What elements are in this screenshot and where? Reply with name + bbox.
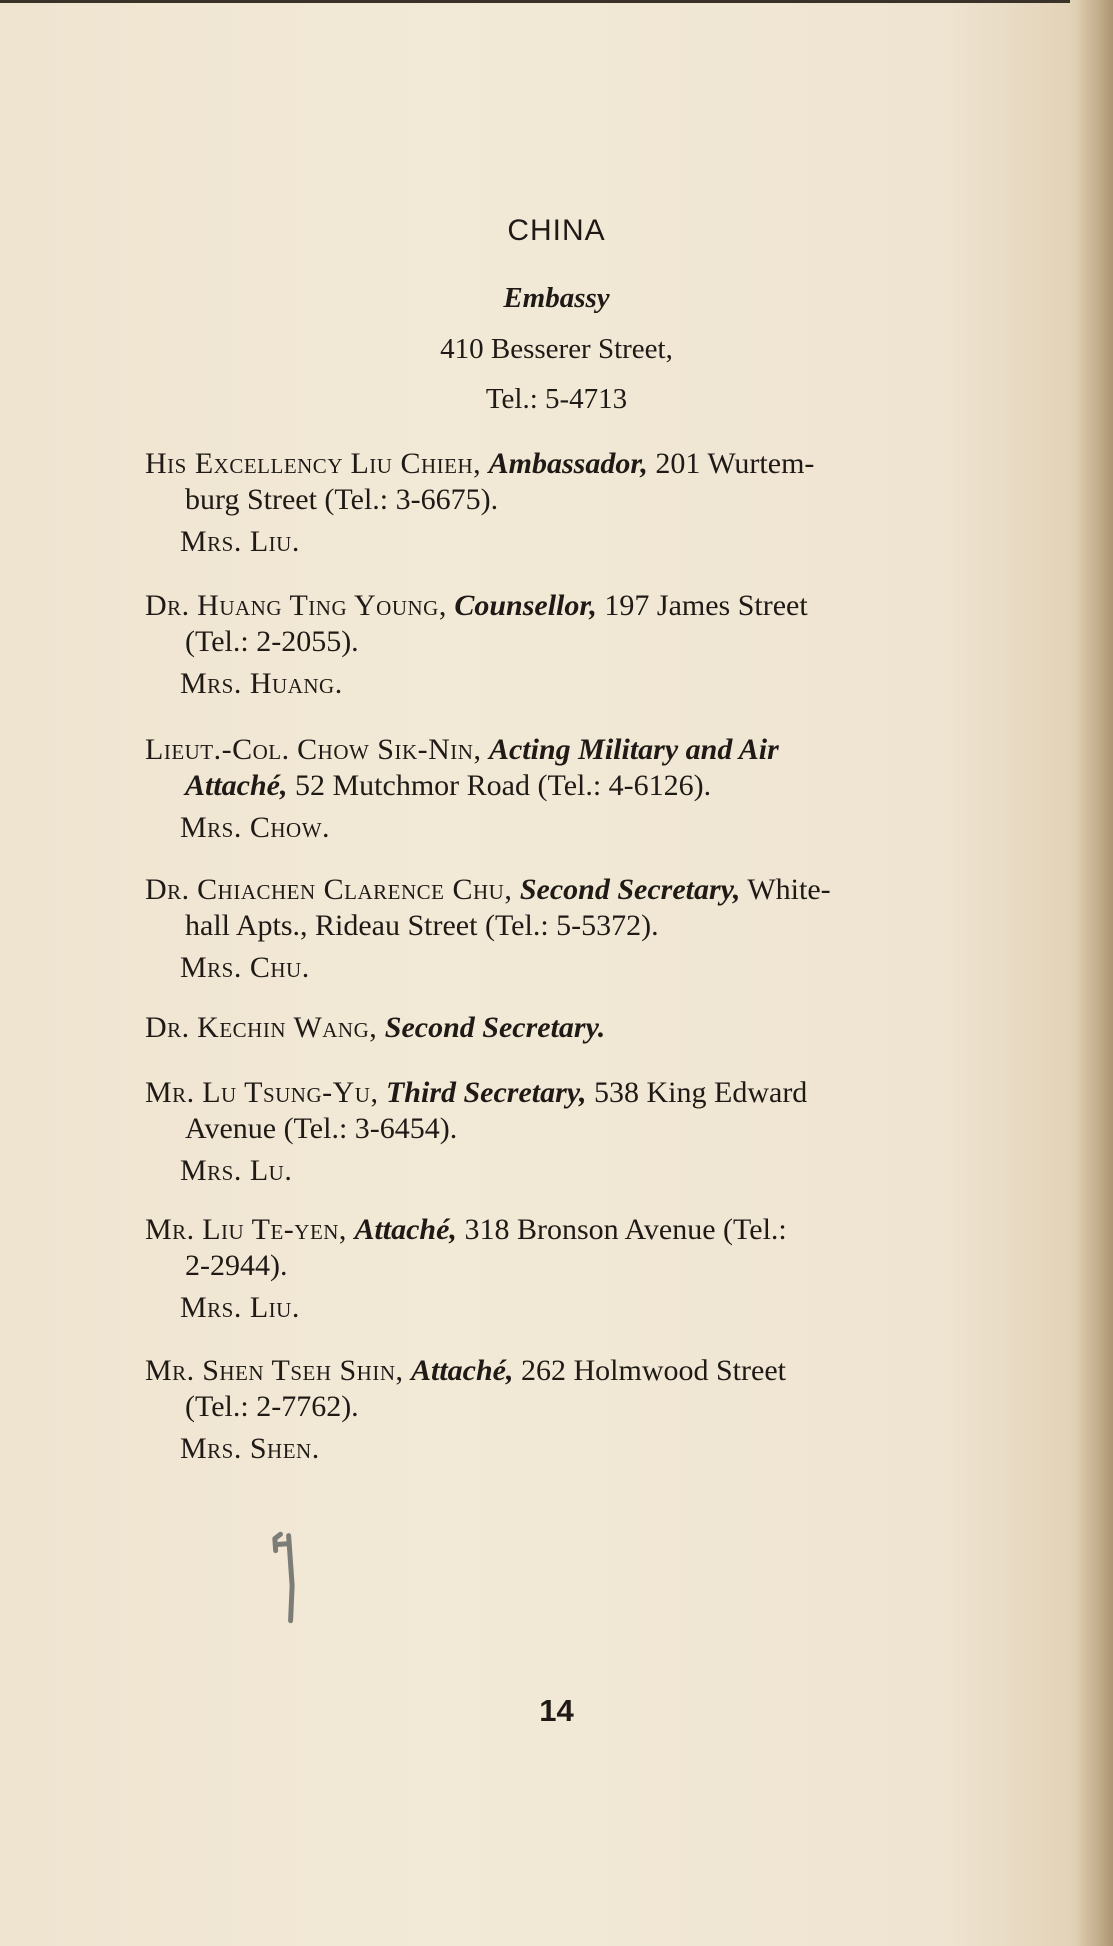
entry-title: Dr. xyxy=(145,873,190,906)
entry-name: Kechin Wang, xyxy=(197,1011,378,1044)
entry-address-start: White- xyxy=(747,873,831,906)
entry-name: Liu Te-yen, xyxy=(202,1213,347,1246)
directory-entry xyxy=(145,732,1050,846)
entry-title: Dr. xyxy=(145,589,190,622)
entry-first-line xyxy=(145,446,1050,482)
entry-role: Second Secretary, xyxy=(519,873,741,906)
entry-address-start: 262 Holmwood Street xyxy=(521,1354,786,1387)
entry-name: Liu Chieh, xyxy=(350,447,482,480)
entry-role: Attaché, xyxy=(411,1354,514,1387)
entry-role-continued: Attaché, xyxy=(185,769,288,802)
entry-name: Chiachen Clarence Chu, xyxy=(197,873,513,906)
entry-name: Shen Tseh Shin, xyxy=(202,1354,404,1387)
entry-spouse: Mrs. Chow. xyxy=(180,811,331,844)
entry-role: Ambassador, xyxy=(488,447,648,480)
embassy-address: 410 Besserer Street, xyxy=(440,333,673,365)
entry-spouse: Mrs. Liu. xyxy=(180,1291,300,1324)
entry-spouse: Mrs. Huang. xyxy=(180,667,343,700)
embassy-telephone: Tel.: 5-4713 xyxy=(485,383,628,415)
entry-address-start: 201 Wurtem- xyxy=(655,447,815,480)
directory-entry xyxy=(145,1212,1050,1326)
pencil-mark-icon xyxy=(266,1523,333,1627)
entry-spouse: Mrs. Shen. xyxy=(180,1432,320,1465)
entry-first-line xyxy=(145,1075,1050,1111)
entry-first-line xyxy=(145,1353,1050,1389)
entry-spouse: Mrs. Chu. xyxy=(180,951,310,984)
entry-role: Third Secretary, xyxy=(385,1076,587,1109)
entry-spouse: Mrs. Lu. xyxy=(180,1154,293,1187)
entry-continuation: hall Apts., Rideau Street (Tel.: 5-5372). xyxy=(185,909,659,942)
directory-entry xyxy=(145,588,1050,702)
entry-continuation: Avenue (Tel.: 3-6454). xyxy=(185,1112,458,1145)
entry-continuation: (Tel.: 2-2055). xyxy=(185,625,359,658)
entry-continuation xyxy=(145,768,1050,804)
entry-first-line xyxy=(145,1010,1050,1046)
entry-address-start: 318 Bronson Avenue (Tel.: xyxy=(464,1213,787,1246)
embassy-subtitle: Embassy xyxy=(503,282,610,314)
entry-name: Lu Tsung-Yu, xyxy=(202,1076,379,1109)
entry-first-line xyxy=(145,588,1050,624)
entry-first-line xyxy=(145,1212,1050,1248)
entry-address: 52 Mutchmor Road (Tel.: 4-6126). xyxy=(295,769,712,802)
directory-entry xyxy=(145,1010,1050,1046)
entry-title: Mr. xyxy=(145,1213,195,1246)
entry-first-line xyxy=(145,872,1050,908)
entry-continuation: (Tel.: 2-7762). xyxy=(185,1390,359,1423)
entry-role: Counsellor, xyxy=(454,589,597,622)
country-heading: CHINA xyxy=(507,214,606,247)
pencil-mark xyxy=(266,1523,334,1644)
top-edge-line xyxy=(0,0,1070,3)
entry-first-line xyxy=(145,732,1050,768)
entry-title: Lieut.-Col. xyxy=(145,733,290,766)
entry-name: Chow Sik-Nin, xyxy=(297,733,482,766)
entry-role: Attaché, xyxy=(354,1213,457,1246)
page-number: 14 xyxy=(539,1693,574,1728)
directory-entry xyxy=(145,872,1050,986)
entry-spouse: Mrs. Liu. xyxy=(180,525,300,558)
entry-address-start: 197 James Street xyxy=(604,589,808,622)
entry-title: Mr. xyxy=(145,1354,195,1387)
entry-address-start: 538 King Edward xyxy=(594,1076,808,1109)
entry-continuation: burg Street (Tel.: 3-6675). xyxy=(185,483,499,516)
directory-entry xyxy=(145,446,1050,560)
entry-continuation: 2-2944). xyxy=(185,1249,288,1282)
entry-title: Dr. xyxy=(145,1011,190,1044)
entry-title: Mr. xyxy=(145,1076,195,1109)
entry-name: Huang Ting Young, xyxy=(197,589,447,622)
entry-role: Acting Military and Air xyxy=(488,733,779,766)
directory-entry xyxy=(145,1353,1050,1467)
entry-role: Second Secretary. xyxy=(384,1011,606,1044)
entry-title: His Excellency xyxy=(145,447,343,480)
directory-entry xyxy=(145,1075,1050,1189)
